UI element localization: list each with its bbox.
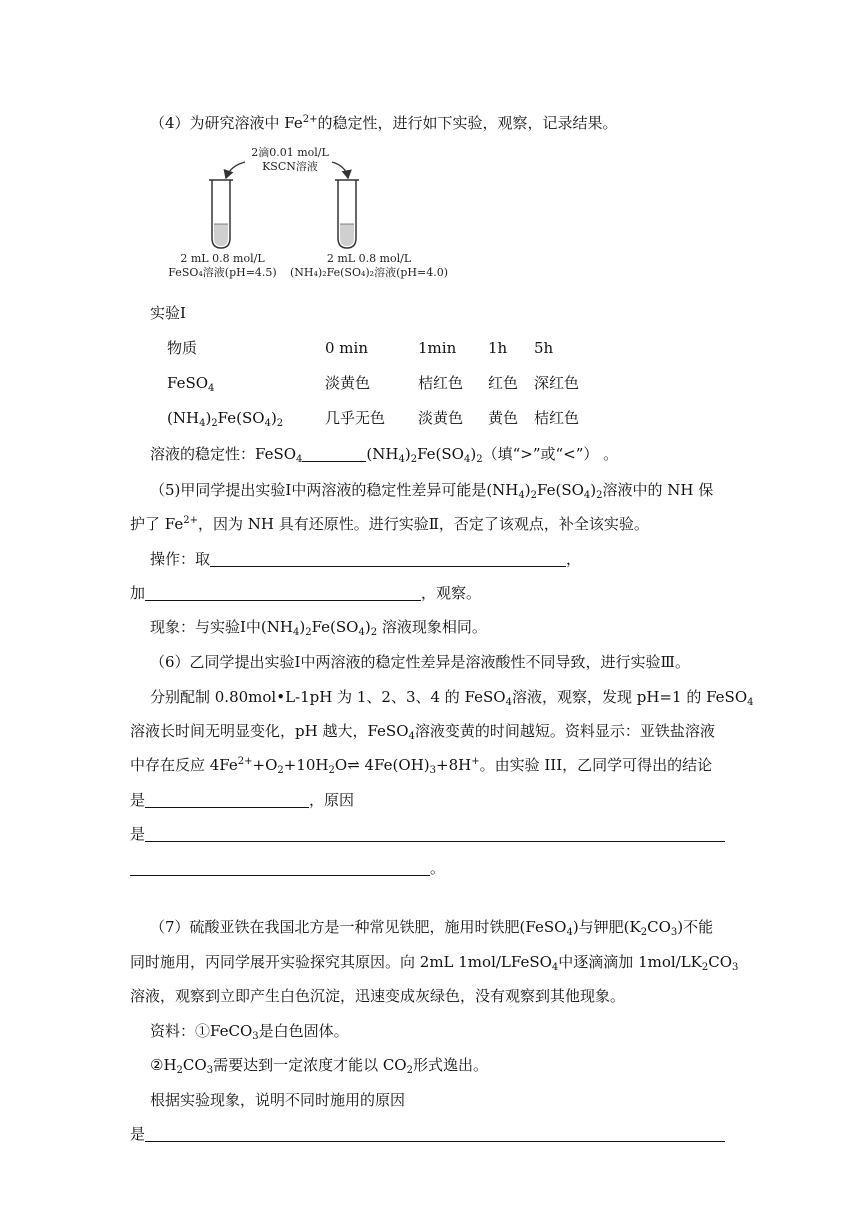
row-substance: FeSO$_4$ — [167, 374, 215, 394]
table-cell: 几乎无色 — [325, 409, 386, 427]
q5-phenomenon: 现象：与实验Ⅰ中$(NH_4)_2Fe(SO_4)_2$ 溶液现象相同。 — [150, 618, 487, 638]
stability-answer-blank[interactable] — [302, 445, 366, 462]
q6-line4: 中存在反应 $4Fe^{2+}+O_2+10H_2O\rightleftharpoons$ $4Fe(OH)_3+8H^+$。由实验 III，乙同学可得出的结论 — [130, 756, 713, 776]
q5-line1: （5)甲同学提出实验Ⅰ中两溶液的稳定性差异可能是$(NH_4)_2Fe(SO_4)_2$溶液中的 NH 保 — [150, 481, 714, 501]
header-0min: 0 min — [325, 339, 368, 357]
reagent-label: 2滴0.01 mol/L KSCN溶液 — [251, 146, 329, 173]
q7-info2: $②H_2CO_3$需要达到一定浓度才能以 $CO_2$形式逸出。 — [150, 1056, 488, 1076]
row-substance: $(NH_4)_2Fe(SO_4)_2$ — [167, 409, 284, 429]
add-answer-blank[interactable] — [145, 584, 421, 601]
q5-line2: 护了 $Fe^{2+}$，因为 NH 具有还原性。进行实验Ⅱ，否定了该观点，补全该实验。 — [130, 515, 649, 533]
experiment-diagram — [160, 140, 460, 285]
left-tube-label: 2 mL 0.8 mol/L FeSO₄溶液(pH=4.5) — [168, 252, 277, 279]
q4-intro: （4）为研究溶液中 $Fe^{2+}$的稳定性，进行如下实验，观察，记录结果。 — [150, 114, 618, 132]
q5-operation: 操作：取 ， — [150, 550, 582, 568]
reason-answer-blank[interactable] — [145, 825, 725, 842]
header-5h: 5h — [534, 339, 554, 357]
q7-answer: 是 — [130, 1124, 725, 1144]
table-cell: 桔红色 — [418, 374, 464, 392]
table-cell: 红色 — [488, 374, 519, 392]
table-cell: 淡黄色 — [325, 374, 371, 392]
q7-line1: （7）硫酸亚铁在我国北方是一种常见铁肥，施用时铁肥(FeSO$_4$)与钾肥$(K_2CO_3)$不能 — [150, 918, 714, 938]
conclusion-answer-blank[interactable] — [145, 791, 309, 808]
q6-line2: 分别配制 0.80mol•L-1pH 为 1、2、3、4 的 FeSO$_4$溶液，观察，发现 pH=1 的 FeSO$_4$ — [150, 688, 754, 708]
table-cell: 桔红色 — [534, 409, 580, 427]
q6-reason-cont: 。 — [130, 858, 445, 878]
arrow-left-icon — [226, 162, 245, 178]
q7-reason-line: 根据实验现象，说明不同时施用的原因 — [150, 1091, 406, 1109]
q6-reason: 是 — [130, 824, 725, 844]
experiment-1-title: 实验Ⅰ — [150, 304, 186, 322]
q7-info1: 资料：①FeCO$_3$是白色固体。 — [150, 1022, 349, 1042]
reason-answer-blank-2[interactable] — [130, 859, 430, 876]
header-1min: 1min — [418, 339, 457, 357]
table-row — [0, 373, 860, 393]
q6-conclusion: 是 ，原因 — [130, 791, 355, 809]
table-cell: 黄色 — [488, 409, 519, 427]
right-tube-label: 2 mL 0.8 mol/L (NH₄)₂Fe(SO₄)₂溶液(pH=4.0) — [289, 252, 449, 279]
header-1h: 1h — [488, 339, 508, 357]
q5-add: 加 ，观察。 — [130, 584, 482, 602]
table-cell: 淡黄色 — [418, 409, 464, 427]
left-test-tube-icon — [209, 180, 233, 248]
table-cell: 深红色 — [534, 374, 580, 392]
q7-line2: 同时施用，丙同学展开实验探究其原因。向 2mL 1mol/LFeSO$_4$中逐滴滴加 $1mol/LK_2CO_3$ — [130, 953, 739, 973]
table-row — [0, 408, 860, 428]
q7-answer-blank[interactable] — [145, 1125, 725, 1142]
q7-line3: 溶液，观察到立即产生白色沉淀，迅速变成灰绿色，没有观察到其他现象。 — [130, 987, 626, 1005]
right-test-tube-icon — [335, 180, 359, 248]
header-substance: 物质 — [167, 339, 198, 357]
operation-answer-blank[interactable] — [210, 550, 566, 567]
q6-line3: 溶液长时间无明显变化，pH 越大，FeSO$_4$溶液变黄的时间越短。资料显示：亚铁盐溶液 — [130, 722, 715, 742]
q6-line1: （6）乙同学提出实验Ⅰ中两溶液的稳定性差异是溶液酸性不同导致，进行实验Ⅲ。 — [150, 653, 690, 671]
stability-question: 溶液的稳定性：FeSO$_4$ $(NH_4)_2Fe(SO_4)_2$（填“>”或“<”） 。 — [150, 445, 619, 465]
table-header-row — [0, 338, 860, 358]
